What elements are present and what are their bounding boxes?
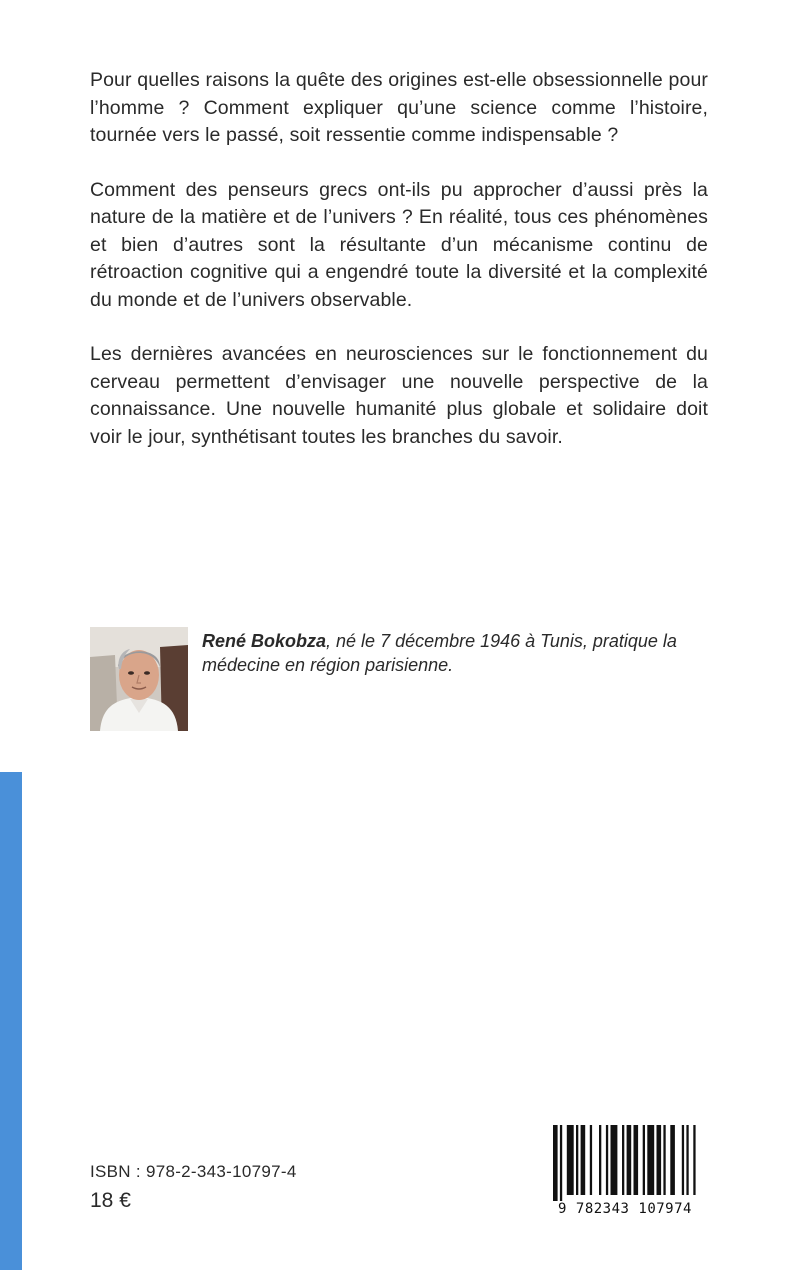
blue-side-stripe <box>0 772 22 1270</box>
barcode-bar <box>606 1125 608 1195</box>
blurb-paragraph-2: Comment des penseurs grecs ont-ils pu approcher d’aussi près la nature de la matière et de l’univers ? En réalité, tous ces phénomènes et bien d’autres sont la résultante d’un mécanisme continu de rétroaction cognitive qui a engendré toute la diversité et la complexité du monde et de l’univers observable. <box>90 178 708 311</box>
barcode-bar <box>581 1125 586 1195</box>
barcode-bar <box>663 1125 665 1195</box>
barcode-bar <box>682 1125 684 1195</box>
author-block <box>90 627 710 731</box>
barcode-bar <box>693 1125 695 1195</box>
author-portrait-illustration <box>90 627 188 731</box>
author-bio-text: , né le 7 décembre 1946 à Tunis, pratique la médecine en région parisienne. <box>202 631 677 675</box>
barcode-bar <box>643 1125 645 1195</box>
barcode-bar <box>622 1125 624 1195</box>
author-name: René Bokobza <box>202 631 327 651</box>
barcode-bar <box>599 1125 601 1195</box>
barcode-bar <box>560 1125 562 1201</box>
author-bio <box>202 629 712 677</box>
barcode-digits: 9 782343 107974 <box>558 1201 692 1217</box>
barcode <box>541 1123 709 1217</box>
isbn-label: ISBN : 978-2-343-10797-4 <box>90 1162 297 1181</box>
price-label: 18 € <box>90 1189 131 1212</box>
author-photo <box>90 627 188 731</box>
blurb-paragraph-3: Les dernières avancées en neurosciences sur le fonctionnement du cerveau permettent d’envisager une nouvelle perspective de la connaissance. Une nouvelle humanité plus globale et solidaire doit voir le jour, synthétisant toutes les branches du savoir. <box>90 343 708 448</box>
barcode-bar <box>590 1125 592 1195</box>
barcode-bar <box>576 1125 578 1195</box>
barcode-bar <box>611 1125 618 1195</box>
barcode-bar <box>686 1125 688 1195</box>
barcode-bar <box>627 1125 632 1195</box>
barcode-bar <box>647 1125 654 1195</box>
barcode-bar <box>567 1125 574 1195</box>
blurb-text <box>90 67 708 478</box>
blurb-paragraph-1: Pour quelles raisons la quête des origines est-elle obsessionnelle pour l’homme ? Comment expliquer qu’une science comme l’histoire, tournée vers le passé, soit ressentie comme indispensable ? <box>90 69 708 146</box>
barcode-bar <box>634 1125 639 1195</box>
barcode-bar <box>670 1125 675 1195</box>
barcode-bar <box>553 1125 558 1201</box>
barcode-bar <box>657 1125 662 1195</box>
